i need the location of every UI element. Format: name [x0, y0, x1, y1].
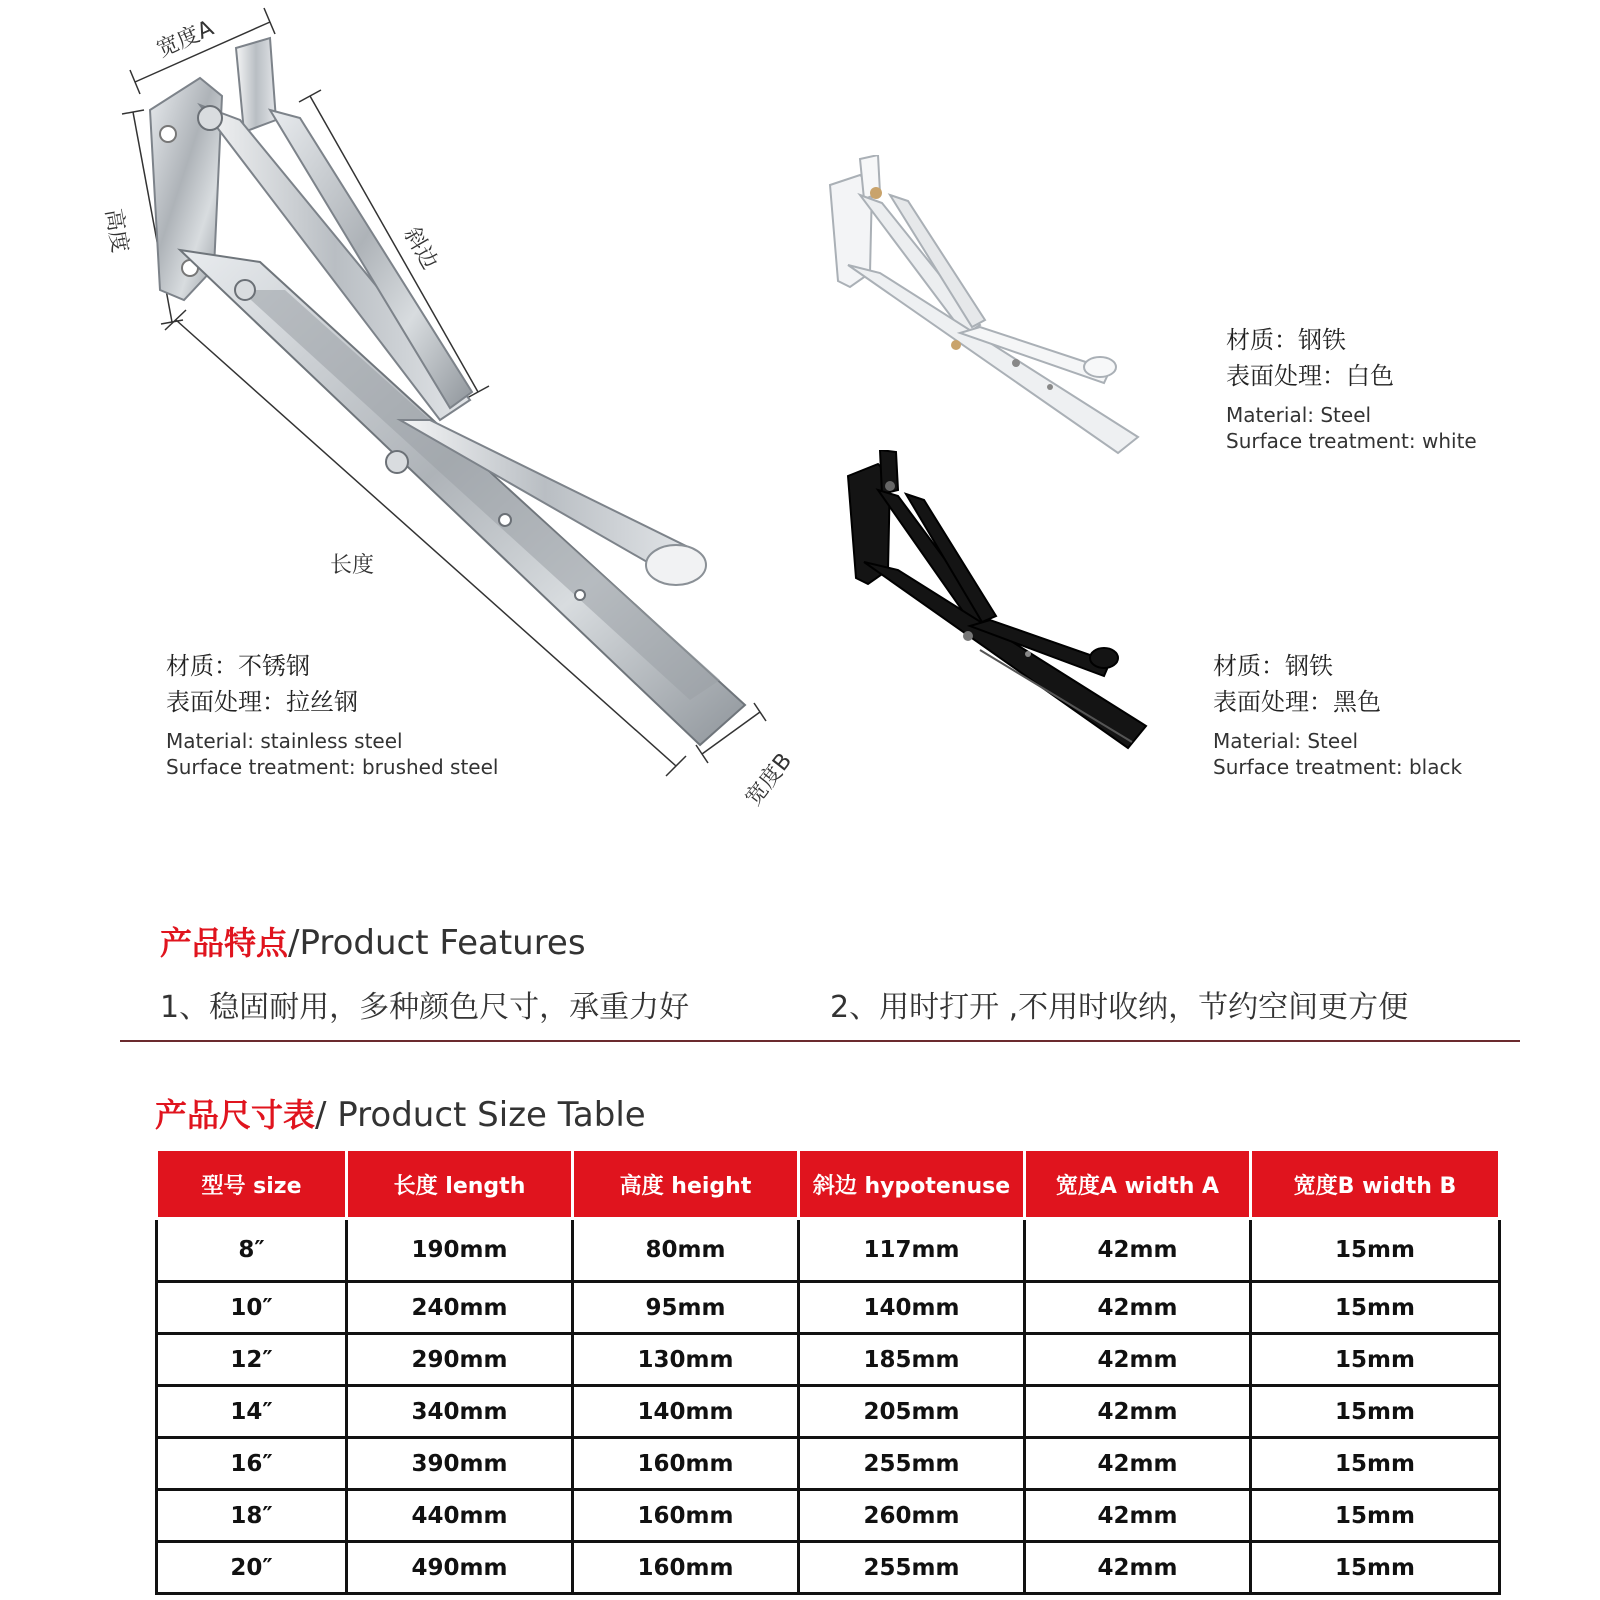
size-table-title-en: / Product Size Table: [315, 1095, 646, 1135]
cell-width-a: 42mm: [1025, 1282, 1251, 1334]
cell-width-b: 15mm: [1251, 1490, 1500, 1542]
spec-surface-en: Surface treatment: black: [1213, 755, 1463, 779]
table-row: [157, 1282, 1500, 1334]
cell-hypotenuse: 140mm: [799, 1282, 1025, 1334]
table-row: [157, 1334, 1500, 1386]
cell-size: 12″: [157, 1334, 347, 1386]
cell-width-a: 42mm: [1025, 1542, 1251, 1594]
cell-width-b: 15mm: [1251, 1219, 1500, 1282]
spec-surface-cn: 表面处理：白色: [1226, 362, 1394, 390]
cell-length: 490mm: [347, 1542, 573, 1594]
cell-length: 240mm: [347, 1282, 573, 1334]
cell-height: 80mm: [573, 1219, 799, 1282]
header-height: 高度 height: [573, 1150, 799, 1219]
dim-label-hypotenuse: 斜边: [398, 223, 443, 274]
cell-size: 20″: [157, 1542, 347, 1594]
cell-height: 160mm: [573, 1490, 799, 1542]
cell-length: 190mm: [347, 1219, 573, 1282]
table-row: [157, 1219, 1500, 1282]
cell-width-b: 15mm: [1251, 1438, 1500, 1490]
cell-length: 340mm: [347, 1386, 573, 1438]
spec-surface-cn: 表面处理：拉丝钢: [166, 688, 358, 716]
spec-material-en: Material: stainless steel: [166, 729, 403, 753]
dim-label-width-b: 宽度B: [741, 748, 798, 811]
header-length: 长度 length: [347, 1150, 573, 1219]
dim-label-length: 长度: [330, 553, 375, 578]
header-width-b: 宽度B width B: [1251, 1150, 1500, 1219]
spec-surface-en: Surface treatment: brushed steel: [166, 755, 499, 779]
dim-label-width-a: 宽度A: [153, 15, 218, 63]
spec-black: [1213, 648, 1462, 780]
size-table: [155, 1148, 1501, 1595]
spec-white: [1226, 322, 1477, 454]
cell-width-b: 15mm: [1251, 1542, 1500, 1594]
spec-stainless: [166, 648, 498, 780]
cell-height: 130mm: [573, 1334, 799, 1386]
cell-hypotenuse: 117mm: [799, 1219, 1025, 1282]
spec-material-en: Material: Steel: [1213, 729, 1359, 753]
table-header-row: [157, 1150, 1500, 1219]
header-size: 型号 size: [157, 1150, 347, 1219]
cell-width-a: 42mm: [1025, 1334, 1251, 1386]
cell-length: 290mm: [347, 1334, 573, 1386]
header-hypotenuse: 斜边 hypotenuse: [799, 1150, 1025, 1219]
cell-width-a: 42mm: [1025, 1219, 1251, 1282]
header-width-a: 宽度A width A: [1025, 1150, 1251, 1219]
cell-width-a: 42mm: [1025, 1490, 1251, 1542]
features-title-en: /Product Features: [288, 923, 586, 963]
spec-material-cn: 材质：不锈钢: [166, 652, 310, 680]
cell-width-b: 15mm: [1251, 1334, 1500, 1386]
cell-height: 140mm: [573, 1386, 799, 1438]
spec-material-cn: 材质：钢铁: [1226, 326, 1346, 354]
cell-size: 10″: [157, 1282, 347, 1334]
cell-height: 160mm: [573, 1542, 799, 1594]
cell-hypotenuse: 260mm: [799, 1490, 1025, 1542]
table-row: [157, 1438, 1500, 1490]
spec-surface-en: Surface treatment: white: [1226, 429, 1477, 453]
cell-size: 16″: [157, 1438, 347, 1490]
cell-width-b: 15mm: [1251, 1386, 1500, 1438]
cell-size: 14″: [157, 1386, 347, 1438]
size-table-title: [155, 1090, 646, 1136]
cell-length: 390mm: [347, 1438, 573, 1490]
section-divider: [120, 1040, 1520, 1042]
cell-size: 18″: [157, 1490, 347, 1542]
features-title: [160, 918, 586, 964]
spec-material-cn: 材质：钢铁: [1213, 652, 1333, 680]
cell-width-a: 42mm: [1025, 1438, 1251, 1490]
table-row: [157, 1490, 1500, 1542]
spec-surface-cn: 表面处理：黑色: [1213, 688, 1381, 716]
cell-hypotenuse: 185mm: [799, 1334, 1025, 1386]
cell-width-a: 42mm: [1025, 1386, 1251, 1438]
table-row: [157, 1542, 1500, 1594]
cell-hypotenuse: 255mm: [799, 1438, 1025, 1490]
cell-hypotenuse: 205mm: [799, 1386, 1025, 1438]
white-bracket-image: [820, 155, 1160, 465]
dim-label-height: 高度: [99, 207, 133, 255]
spec-material-en: Material: Steel: [1226, 403, 1372, 427]
cell-height: 160mm: [573, 1438, 799, 1490]
feature-item-2: 2、用时打开 ,不用时收纳，节约空间更方便: [830, 990, 1409, 1025]
table-row: [157, 1386, 1500, 1438]
cell-size: 8″: [157, 1219, 347, 1282]
cell-hypotenuse: 255mm: [799, 1542, 1025, 1594]
cell-width-b: 15mm: [1251, 1282, 1500, 1334]
size-table-title-cn: 产品尺寸表: [155, 1096, 316, 1134]
feature-item-1: 1、稳固耐用，多种颜色尺寸，承重力好: [160, 990, 690, 1025]
cell-length: 440mm: [347, 1490, 573, 1542]
features-title-cn: 产品特点: [160, 924, 289, 962]
cell-height: 95mm: [573, 1282, 799, 1334]
black-bracket-image: [820, 450, 1160, 770]
